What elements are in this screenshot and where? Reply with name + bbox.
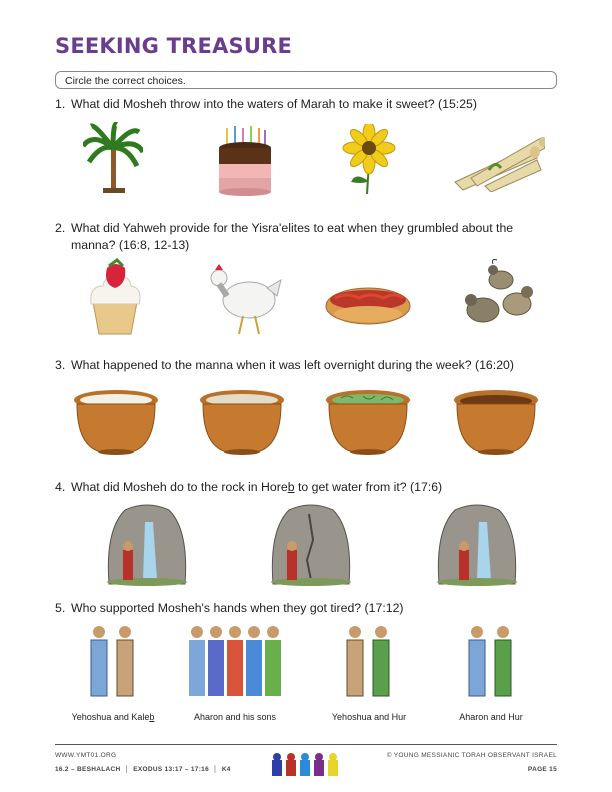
- rock-waterfall-icon[interactable]: [435, 500, 519, 586]
- chicken-icon[interactable]: [205, 260, 285, 338]
- page-title: SEEKING TREASURE: [55, 34, 293, 58]
- strawberry-cupcake-icon[interactable]: [85, 258, 145, 336]
- choices-row-4: [55, 500, 557, 588]
- question-number: 4.: [55, 480, 66, 494]
- footer-level: K4: [221, 766, 231, 773]
- yellow-flower-icon[interactable]: [341, 124, 397, 196]
- rock-split-icon[interactable]: [269, 500, 353, 586]
- pot-with-worms-icon[interactable]: [323, 386, 413, 456]
- two-men-icon[interactable]: [341, 622, 397, 704]
- hot-dog-icon[interactable]: [323, 276, 413, 328]
- choices-row-2[interactable]: [55, 258, 557, 338]
- question-2: [55, 220, 513, 254]
- choices-row-3: [55, 386, 557, 458]
- question-number: 3.: [55, 358, 66, 372]
- caption-aharon-sons: Aharon and his sons: [193, 712, 277, 722]
- quail-icon[interactable]: [457, 258, 547, 336]
- two-men-icon[interactable]: [85, 622, 141, 704]
- question-4: [55, 479, 442, 496]
- instruction-text: Circle the correct choices.: [65, 75, 186, 87]
- question-number: 5.: [55, 601, 66, 615]
- footer-divider: [55, 744, 557, 745]
- wood-logs-icon[interactable]: [449, 130, 545, 192]
- question-text-underlined: b: [287, 480, 295, 494]
- choices-row-1: [55, 122, 557, 197]
- rock-waterfall-icon[interactable]: [105, 500, 189, 586]
- question-text: What did Yahweh provide for the Yisra'elites to eat when they grumbled about the: [71, 221, 514, 235]
- question-text: What did Mosheh throw into the waters of Marah to make it sweet? (15:25): [71, 97, 477, 111]
- question-text: What did Mosheh do to the rock in Hore: [71, 480, 288, 494]
- question-number: 2.: [55, 221, 66, 235]
- five-men-icon[interactable]: [185, 622, 285, 704]
- caption-aharon-hur: Aharon and Hur: [459, 712, 523, 722]
- caption-yehoshua-hur: Yehoshua and Hur: [331, 712, 407, 722]
- question-5: [55, 600, 404, 617]
- question-1: [55, 96, 477, 113]
- palm-tree-icon[interactable]: [83, 122, 143, 194]
- pot-with-manna-icon[interactable]: [197, 386, 287, 456]
- empty-pot-icon[interactable]: [451, 386, 541, 456]
- logo-icon: [270, 752, 344, 778]
- caption-text-underlined: b: [149, 712, 155, 722]
- footer-passage: EXODUS 13:17 – 17:16: [133, 766, 210, 773]
- footer-lesson: 16.2 – BESHALACH │ EXODUS 13:17 – 17:16 │ K4: [55, 766, 231, 773]
- birthday-cake-icon[interactable]: [215, 124, 275, 196]
- instruction-box: [55, 71, 557, 89]
- question-text-end: to get water from it? (17:6): [294, 480, 443, 494]
- caption-text: Yehoshua and Kale: [71, 712, 150, 722]
- question-3: [55, 357, 514, 374]
- question-text: What happened to the manna when it was left overnight during the week? (16:20): [71, 358, 514, 372]
- choices-row-5: [55, 622, 557, 732]
- question-text: Who supported Mosheh's hands when they got tired? (17:12): [71, 601, 404, 615]
- footer-page-number: PAGE 15: [527, 766, 557, 773]
- footer-copyright: © YOUNG MESSIANIC TORAH OBSERVANT ISRAEL: [386, 752, 557, 759]
- pot-with-white-manna-icon[interactable]: [71, 386, 161, 456]
- caption-yehoshua-kaleb: [53, 712, 173, 722]
- footer-lesson-label: 16.2 – BESHALACH: [55, 766, 121, 773]
- two-men-icon[interactable]: [463, 622, 519, 704]
- footer-website[interactable]: WWW.YMT01.ORG: [55, 752, 117, 759]
- question-number: 1.: [55, 97, 66, 111]
- question-text-continued: manna? (16:8, 12-13): [71, 238, 190, 252]
